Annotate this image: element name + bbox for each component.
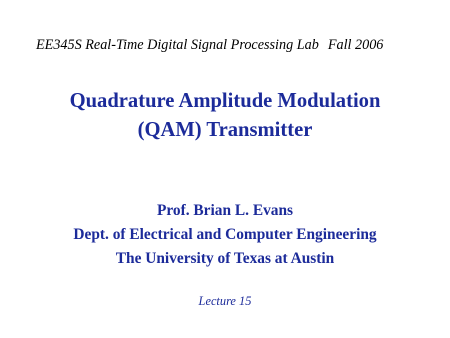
course-name: EE345S Real-Time Digital Signal Processing Lab bbox=[36, 37, 319, 53]
slide-title-line-1: Quadrature Amplitude Modulation bbox=[69, 90, 381, 112]
author-university: The University of Texas at Austin bbox=[115, 250, 335, 267]
author-department: Dept. of Electrical and Computer Engineering bbox=[73, 226, 377, 243]
author-name: Prof. Brian L. Evans bbox=[156, 202, 294, 219]
lecture-number: Lecture 15 bbox=[198, 294, 252, 308]
slide-title-line-2: (QAM) Transmitter bbox=[137, 119, 313, 141]
course-term: Fall 2006 bbox=[327, 37, 384, 53]
course-header bbox=[36, 36, 436, 54]
